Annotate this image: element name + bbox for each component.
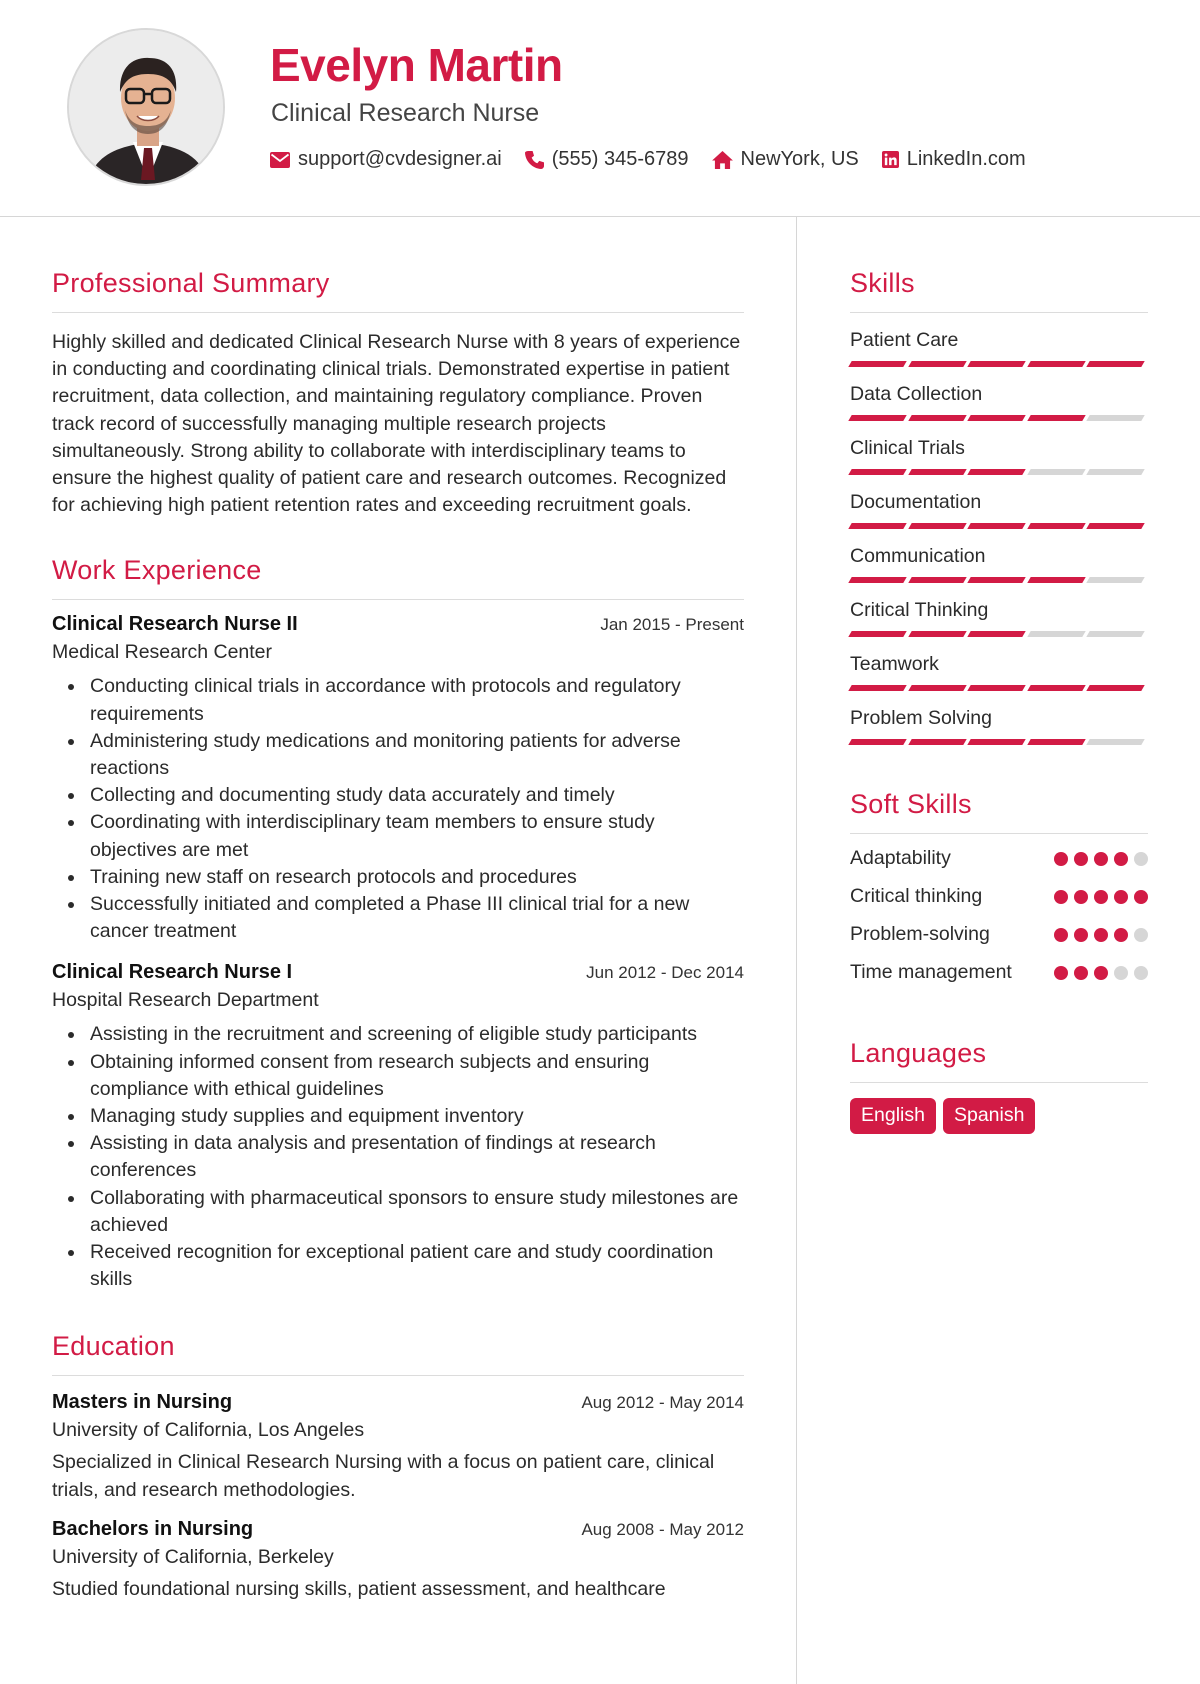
skill-rating-segment: [1087, 631, 1145, 637]
job-bullet: Training new staff on research protocols and procedures: [52, 864, 744, 891]
skill-rating-bar: [850, 415, 1148, 421]
skill-rating-segment: [1087, 739, 1145, 745]
skill-rating-bar: [850, 523, 1148, 529]
skill-rating-segment: [1087, 685, 1145, 691]
profile-photo: [67, 28, 225, 186]
degree-title: Bachelors in Nursing: [52, 1517, 254, 1540]
skill-name: Documentation: [850, 491, 982, 513]
resume-header: [0, 0, 1200, 217]
language-tag: English: [850, 1098, 936, 1134]
education-entry: [52, 1391, 744, 1503]
skill-rating-segment: [1027, 415, 1085, 421]
job-bullets: [52, 1021, 744, 1293]
skill-item: [850, 707, 1148, 745]
skill-rating-segment: [908, 469, 966, 475]
skill-rating-segment: [908, 577, 966, 583]
language-tags: [850, 1098, 1148, 1134]
job-bullet: Managing study supplies and equipment inventory: [52, 1103, 744, 1130]
skill-rating-segment: [908, 361, 966, 367]
skill-rating-bar: [850, 739, 1148, 745]
education-date: Aug 2008 - May 2012: [581, 1519, 744, 1539]
skill-rating-segment: [848, 469, 906, 475]
skill-rating-segment: [908, 739, 966, 745]
soft-skill-item: [850, 959, 1148, 986]
skill-rating-segment: [967, 469, 1025, 475]
skill-name: Communication: [850, 545, 986, 567]
main-column: [52, 268, 744, 1603]
rating-dot: [1134, 966, 1148, 980]
job-bullet: Collaborating with pharmaceutical sponsors to ensure study milestones are achieved: [52, 1185, 744, 1239]
skill-rating-segment: [848, 685, 906, 691]
education-description: Studied foundational nursing skills, patient assessment, and healthcare: [52, 1577, 666, 1600]
skill-name: Critical Thinking: [850, 599, 989, 621]
languages-section: [850, 1038, 1148, 1134]
skill-item: [850, 545, 1148, 583]
skill-rating-segment: [1087, 469, 1145, 475]
candidate-name: Evelyn Martin: [270, 39, 563, 91]
soft-skill-rating: [1048, 928, 1148, 942]
skill-rating-bar: [850, 469, 1148, 475]
home-icon: [712, 151, 733, 169]
rating-dot: [1114, 928, 1128, 942]
skill-name: Data Collection: [850, 383, 983, 405]
rating-dot: [1094, 966, 1108, 980]
skill-name: Patient Care: [850, 329, 959, 351]
skill-rating-segment: [967, 577, 1025, 583]
job-date: Jun 2012 - Dec 2014: [586, 963, 744, 983]
skill-rating-segment: [1087, 415, 1145, 421]
phone-icon: [525, 150, 544, 169]
education-section: [52, 1331, 744, 1603]
rating-dot: [1114, 966, 1128, 980]
job-bullet: Conducting clinical trials in accordance with protocols and regulatory requirements: [52, 673, 744, 727]
skill-rating-segment: [967, 415, 1025, 421]
skills-heading: Skills: [850, 268, 1148, 313]
contact-phone[interactable]: [525, 148, 689, 171]
rating-dot: [1134, 890, 1148, 904]
skill-rating-segment: [1027, 469, 1085, 475]
soft-skill-name: Adaptability: [850, 847, 951, 869]
rating-dot: [1074, 966, 1088, 980]
sidebar-column: [850, 268, 1148, 1134]
soft-skills-section: [850, 789, 1148, 986]
education-description: Specialized in Clinical Research Nursing with a focus on patient care, clinical trials, and research methodologies.: [52, 1451, 715, 1501]
skill-rating-segment: [967, 739, 1025, 745]
job-organization: Medical Research Center: [52, 641, 273, 664]
job-bullet: Assisting in the recruitment and screening of eligible study participants: [52, 1021, 744, 1048]
skill-item: [850, 329, 1148, 367]
rating-dot: [1134, 928, 1148, 942]
skill-rating-segment: [967, 523, 1025, 529]
skill-rating-segment: [908, 523, 966, 529]
rating-dot: [1054, 928, 1068, 942]
contact-linkedin-text: LinkedIn.com: [906, 148, 1026, 170]
rating-dot: [1054, 852, 1068, 866]
skill-name: Teamwork: [850, 653, 939, 675]
job-entry: [52, 613, 744, 945]
candidate-role: Clinical Research Nurse: [271, 99, 540, 127]
skill-rating-segment: [848, 523, 906, 529]
contact-phone-text: (555) 345-6789: [551, 148, 689, 170]
person-avatar-icon: [69, 30, 225, 186]
rating-dot: [1094, 890, 1108, 904]
skill-rating-segment: [967, 685, 1025, 691]
skills-list: [850, 329, 1148, 745]
job-bullet: Obtaining informed consent from research subjects and ensuring compliance with ethical guidelines: [52, 1049, 744, 1103]
skill-item: [850, 599, 1148, 637]
rating-dot: [1134, 852, 1148, 866]
soft-skill-name: Critical thinking: [850, 885, 983, 907]
skill-rating-segment: [967, 631, 1025, 637]
job-bullet: Successfully initiated and completed a Phase III clinical trial for a new cancer treatment: [52, 891, 744, 945]
soft-skill-item: [850, 845, 1148, 872]
soft-skills-list: [850, 845, 1148, 986]
skill-rating-bar: [850, 685, 1148, 691]
language-tag: Spanish: [943, 1098, 1035, 1134]
education-entry: [52, 1518, 744, 1603]
skill-item: [850, 383, 1148, 421]
skill-rating-segment: [1087, 361, 1145, 367]
soft-skills-heading: Soft Skills: [850, 789, 1148, 834]
summary-heading: Professional Summary: [52, 268, 744, 313]
soft-skill-rating: [1048, 890, 1148, 904]
skill-rating-bar: [850, 631, 1148, 637]
skill-item: [850, 491, 1148, 529]
soft-skill-rating: [1048, 852, 1148, 866]
rating-dot: [1094, 852, 1108, 866]
soft-skill-name: Problem-solving: [850, 923, 990, 945]
skill-rating-segment: [908, 685, 966, 691]
experience-section: [52, 555, 744, 1293]
skill-name: Clinical Trials: [850, 437, 965, 459]
skill-rating-segment: [1027, 361, 1085, 367]
job-title: Clinical Research Nurse II: [52, 613, 298, 636]
school-name: University of California, Berkeley: [52, 1545, 334, 1568]
skill-rating-bar: [850, 577, 1148, 583]
skill-rating-segment: [848, 361, 906, 367]
skill-rating-segment: [908, 415, 966, 421]
job-bullet: Administering study medications and monitoring patients for adverse reactions: [52, 728, 744, 782]
job-bullets: [52, 673, 744, 945]
job-date: Jan 2015 - Present: [600, 615, 744, 635]
summary-text: Highly skilled and dedicated Clinical Research Nurse with 8 years of experience in conducting and coordinating clinical trials. Demonstrated expertise in patient recruitment, data collection, and maintaining regulatory compliance. Proven track record of successfully managing multiple research projects simultaneously. Strong ability to collaborate with interdisciplinary teams to ensure the highest quality of patient care and research outcomes. Recognized for achieving high patient retention rates and exceeding recruitment goals.: [52, 331, 741, 517]
job-bullet: Received recognition for exceptional patient care and study coordination skills: [52, 1239, 744, 1293]
education-date: Aug 2012 - May 2014: [581, 1393, 744, 1413]
contact-location: [712, 148, 859, 171]
contact-linkedin[interactable]: [882, 148, 1026, 171]
contact-location-text: NewYork, US: [740, 148, 859, 170]
school-name: University of California, Los Angeles: [52, 1419, 365, 1442]
envelope-icon: [270, 152, 290, 168]
soft-skill-rating: [1048, 966, 1148, 980]
skill-name: Problem Solving: [850, 707, 992, 729]
summary-section: [52, 268, 744, 519]
job-title: Clinical Research Nurse I: [52, 961, 293, 984]
skill-item: [850, 653, 1148, 691]
skill-rating-segment: [1087, 577, 1145, 583]
rating-dot: [1074, 928, 1088, 942]
job-organization: Hospital Research Department: [52, 989, 319, 1012]
job-bullet: Coordinating with interdisciplinary team members to ensure study objectives are met: [52, 809, 744, 863]
contact-email-text: support@cvdesigner.ai: [298, 148, 502, 170]
skill-rating-segment: [1027, 631, 1085, 637]
experience-heading: Work Experience: [52, 555, 744, 600]
skill-rating-segment: [967, 361, 1025, 367]
skill-rating-segment: [848, 577, 906, 583]
rating-dot: [1054, 966, 1068, 980]
soft-skill-item: [850, 883, 1148, 910]
linkedin-icon: [882, 151, 899, 168]
skill-rating-segment: [1027, 739, 1085, 745]
job-bullet: Collecting and documenting study data accurately and timely: [52, 782, 744, 809]
skills-section: [850, 268, 1148, 745]
column-divider: [796, 217, 797, 1684]
skill-rating-segment: [848, 631, 906, 637]
skill-rating-segment: [1027, 523, 1085, 529]
contact-row: [270, 148, 1049, 171]
rating-dot: [1074, 852, 1088, 866]
soft-skill-item: [850, 921, 1148, 948]
skill-rating-segment: [848, 739, 906, 745]
rating-dot: [1114, 890, 1128, 904]
education-heading: Education: [52, 1331, 744, 1376]
skill-rating-segment: [1027, 577, 1085, 583]
languages-heading: Languages: [850, 1038, 1148, 1083]
skill-item: [850, 437, 1148, 475]
rating-dot: [1114, 852, 1128, 866]
skill-rating-bar: [850, 361, 1148, 367]
contact-email[interactable]: [270, 148, 502, 171]
skill-rating-segment: [848, 415, 906, 421]
job-bullet: Assisting in data analysis and presentation of findings at research conferences: [52, 1130, 744, 1184]
skill-rating-segment: [1087, 523, 1145, 529]
skill-rating-segment: [1027, 685, 1085, 691]
rating-dot: [1094, 928, 1108, 942]
degree-title: Masters in Nursing: [52, 1391, 233, 1414]
soft-skill-name: Time management: [850, 961, 1012, 983]
rating-dot: [1074, 890, 1088, 904]
rating-dot: [1054, 890, 1068, 904]
job-entry: [52, 961, 744, 1293]
skill-rating-segment: [908, 631, 966, 637]
